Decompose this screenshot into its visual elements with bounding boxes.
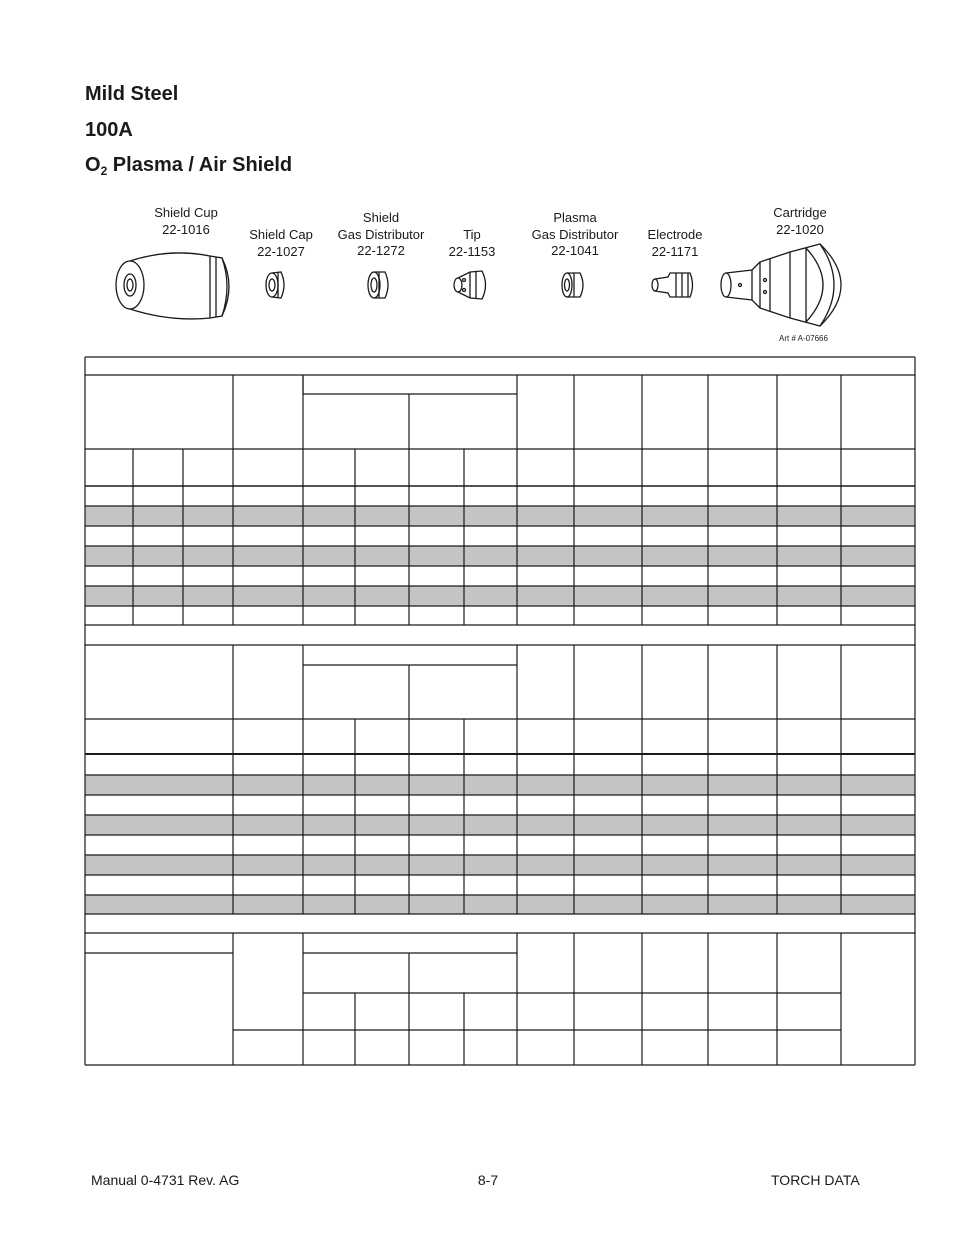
part-label-tip: Tip 22-1153 bbox=[448, 227, 496, 259]
shaded-row bbox=[85, 855, 915, 875]
shaded-row bbox=[85, 586, 915, 606]
title-gas-sub: 2 bbox=[100, 164, 108, 178]
shaded-row bbox=[85, 895, 915, 914]
title-material: Mild Steel bbox=[85, 83, 179, 105]
part-label-cartridge: Cartridge 22-1020 bbox=[773, 205, 827, 237]
part-label-plasma-gas-distributor: Plasma Gas Distributor 22-1041 bbox=[531, 210, 619, 258]
title-gas-o: O bbox=[85, 154, 101, 176]
shaded-row bbox=[85, 775, 915, 795]
part-label-shield-cup: Shield Cup 22-1016 bbox=[154, 205, 218, 237]
art-number: Art # A-07666 bbox=[779, 334, 828, 343]
part-label-shield-gas-distributor: Shield Gas Distributor 22-1272 bbox=[337, 210, 425, 258]
footer-section: TORCH DATA bbox=[771, 1172, 860, 1188]
part-label-shield-cap: Shield Cap 22-1027 bbox=[249, 227, 313, 259]
part-label-electrode: Electrode 22-1171 bbox=[647, 227, 703, 259]
title-amperage: 100A bbox=[85, 119, 133, 141]
shaded-row bbox=[85, 815, 915, 835]
title-gas-rest: Plasma / Air Shield bbox=[107, 154, 293, 176]
shaded-row bbox=[85, 506, 915, 526]
footer-page-number: 8-7 bbox=[477, 1172, 499, 1188]
footer-manual: Manual 0-4731 Rev. AG bbox=[91, 1172, 240, 1188]
shaded-row bbox=[85, 546, 915, 566]
